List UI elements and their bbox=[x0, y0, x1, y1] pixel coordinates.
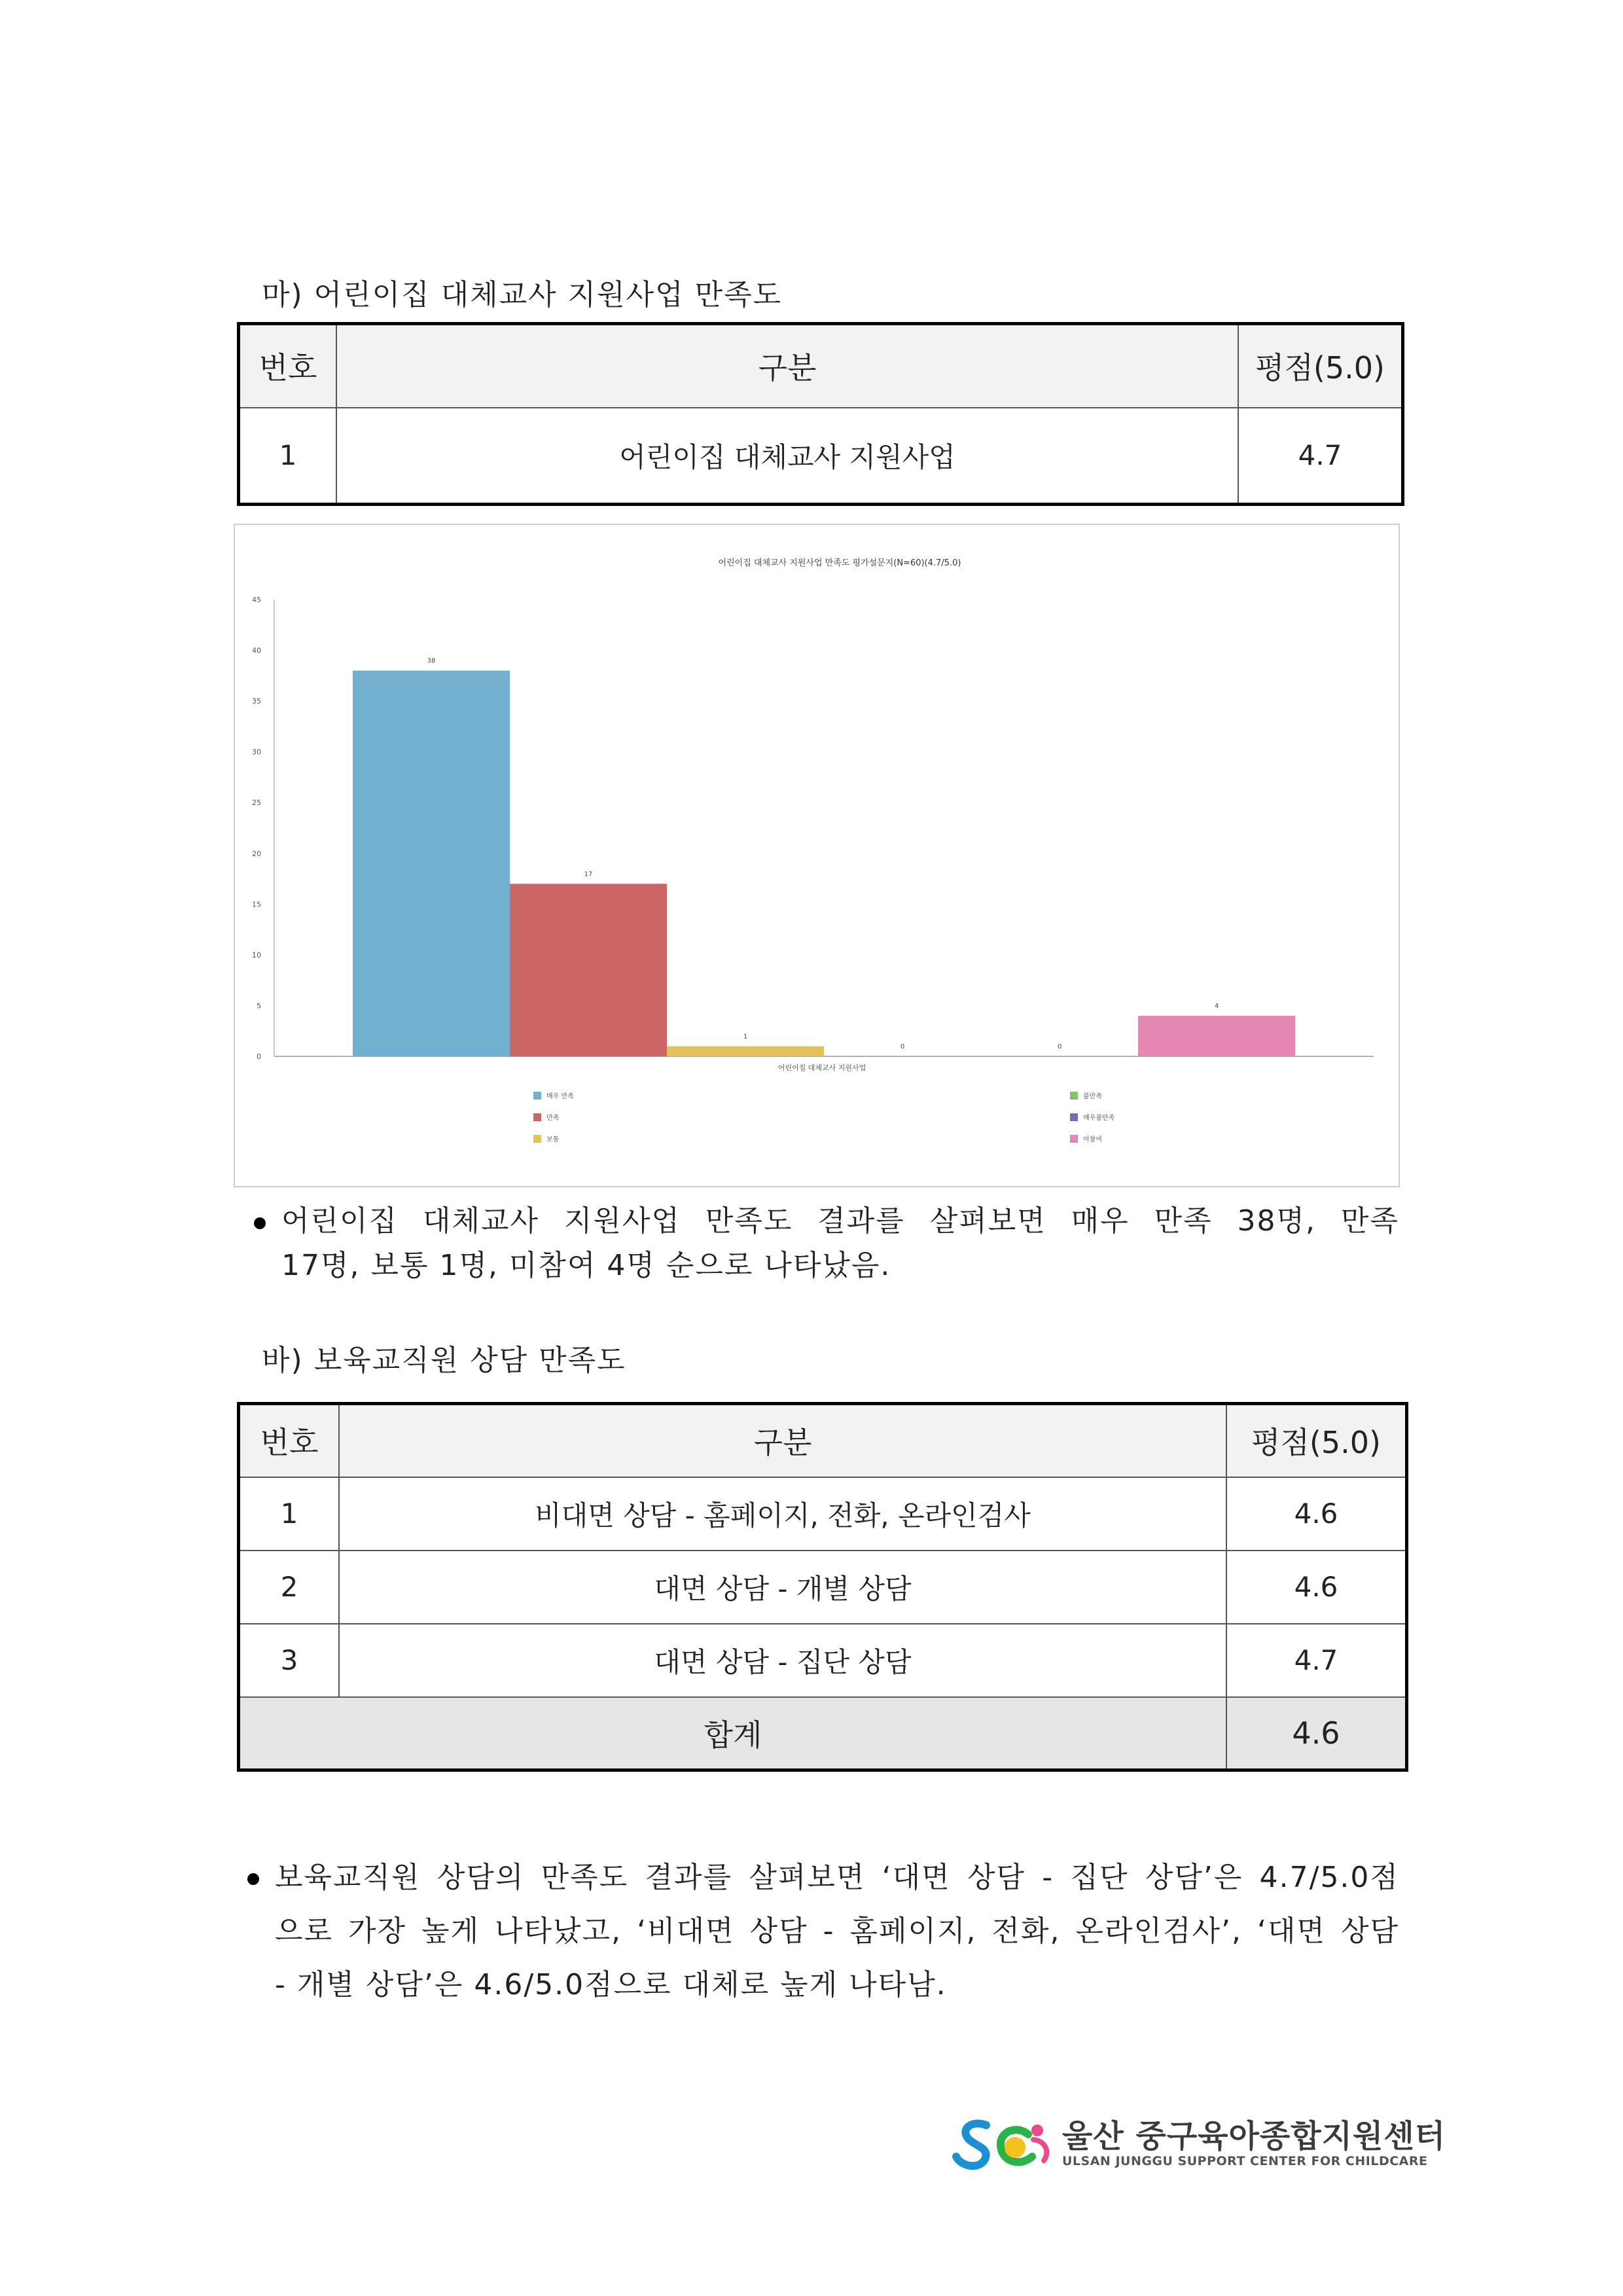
paragraph-word: 살펴보면 bbox=[929, 1204, 1046, 1238]
bullet-dot-icon bbox=[254, 1217, 266, 1229]
paragraph-word: 상담의 bbox=[437, 1861, 525, 1894]
y-tick-label: 10 bbox=[252, 950, 261, 960]
satisfaction-bar-chart bbox=[234, 524, 1400, 1187]
paragraph-word: 결과를 bbox=[817, 1204, 905, 1238]
bullet-dot-icon bbox=[247, 1873, 259, 1885]
data-label: 17 bbox=[584, 870, 593, 878]
row-score: 4.7 bbox=[1226, 1624, 1407, 1697]
paragraph-word: 가장 bbox=[348, 1914, 407, 1948]
legend-swatch bbox=[533, 1092, 541, 1100]
paragraph-word: 어린이집 bbox=[281, 1204, 399, 1238]
paragraph-word: 만족 bbox=[1340, 1204, 1399, 1238]
y-tick-label: 5 bbox=[257, 1001, 261, 1011]
table-header-row bbox=[239, 1404, 1407, 1477]
legend-label: 보통 bbox=[546, 1136, 560, 1143]
paragraph-word: 대체교사 bbox=[422, 1204, 539, 1238]
paragraph-word: 매우 bbox=[1071, 1204, 1130, 1238]
table-row bbox=[239, 1624, 1407, 1697]
chart-legend bbox=[533, 1092, 1115, 1143]
table-row bbox=[239, 1551, 1407, 1624]
paragraph-word: 만족도 bbox=[541, 1861, 629, 1894]
paragraph-word: 상담’은 bbox=[1145, 1861, 1243, 1894]
satisfaction-table-ma bbox=[237, 322, 1404, 506]
row-number: 1 bbox=[239, 1477, 340, 1551]
legend-swatch bbox=[1070, 1135, 1078, 1143]
legend-label: 불만족 bbox=[1083, 1093, 1102, 1100]
paragraph-word: 전화, bbox=[991, 1914, 1061, 1948]
paragraph-word: 상담 bbox=[749, 1914, 808, 1948]
paragraph-line bbox=[275, 1905, 1399, 1958]
bar-1 bbox=[353, 671, 510, 1056]
y-tick-label: 45 bbox=[252, 596, 261, 604]
table-row bbox=[239, 1477, 1407, 1551]
paragraph-word: ‘비대면 bbox=[637, 1914, 735, 1948]
data-label: 1 bbox=[743, 1033, 748, 1041]
paragraph-word: 높게 bbox=[421, 1914, 480, 1948]
summary-paragraph-1 bbox=[281, 1199, 1399, 1288]
paragraph-word: 결과를 bbox=[645, 1861, 733, 1894]
legend-swatch bbox=[1070, 1092, 1078, 1100]
x-category-label: 어린이집 대체교사 지원사업 bbox=[777, 1064, 866, 1072]
satisfaction-table-ba bbox=[237, 1402, 1408, 1772]
y-tick-label: 30 bbox=[252, 747, 261, 757]
col-header-score: 평점(5.0) bbox=[1226, 1404, 1407, 1477]
row-category: 대면 상담 - 개별 상담 bbox=[339, 1551, 1226, 1624]
total-score: 4.6 bbox=[1226, 1697, 1407, 1770]
paragraph-word: 만족도 bbox=[705, 1204, 793, 1238]
paragraph-word: 보육교직원 bbox=[275, 1861, 421, 1894]
paragraph-word: 으로 bbox=[275, 1914, 334, 1948]
col-header-number: 번호 bbox=[239, 1404, 340, 1477]
paragraph-line bbox=[281, 1199, 1399, 1244]
paragraph-line bbox=[275, 1851, 1399, 1905]
paragraph-word: 상담 bbox=[967, 1861, 1026, 1894]
row-category: 어린이집 대체교사 지원사업 bbox=[336, 408, 1238, 505]
center-name: 울산 중구육아종합지원센터 bbox=[1062, 2118, 1446, 2155]
chart-svg bbox=[235, 525, 1399, 1186]
table-header-row bbox=[239, 324, 1403, 408]
y-tick-label: 20 bbox=[252, 849, 261, 858]
paragraph-word: 살펴보면 bbox=[749, 1861, 866, 1894]
row-score: 4.6 bbox=[1226, 1551, 1407, 1624]
data-label: 4 bbox=[1214, 1002, 1219, 1010]
legend-swatch bbox=[1070, 1113, 1078, 1121]
legend-label: 미참여 bbox=[1083, 1136, 1102, 1143]
paragraph-word: 홈페이지, bbox=[849, 1914, 977, 1948]
row-category: 비대면 상담 - 홈페이지, 전화, 온라인검사 bbox=[339, 1477, 1226, 1551]
row-number: 1 bbox=[239, 408, 337, 505]
legend-label: 만족 bbox=[546, 1115, 560, 1122]
legend-label: 매우불만족 bbox=[1083, 1115, 1115, 1122]
center-logo bbox=[952, 2111, 1446, 2176]
col-header-category: 구분 bbox=[339, 1404, 1226, 1477]
chart-title: 어린이집 대체교사 지원사업 만족도 평가설문지(N=60)(4.7/5.0) bbox=[718, 558, 961, 568]
paragraph-word: - bbox=[1042, 1861, 1054, 1894]
total-label: 합계 bbox=[239, 1697, 1227, 1770]
y-tick-label: 40 bbox=[252, 646, 261, 655]
legend-label: 매우 만족 bbox=[546, 1093, 574, 1100]
section-ba-heading: 바) 보육교직원 상담 만족도 bbox=[262, 1344, 626, 1377]
row-category: 대면 상담 - 집단 상담 bbox=[339, 1624, 1226, 1697]
bar-3 bbox=[667, 1046, 824, 1056]
table-row bbox=[239, 408, 1403, 505]
y-tick-label: 35 bbox=[252, 697, 261, 706]
paragraph-word: ‘대면 bbox=[882, 1861, 951, 1894]
data-label: 38 bbox=[427, 657, 436, 665]
paragraph-word: 상담 bbox=[1340, 1914, 1399, 1948]
y-tick-group bbox=[252, 596, 261, 1061]
paragraph-line: 17명, 보통 1명, 미참여 4명 순으로 나타났음. bbox=[281, 1249, 891, 1282]
y-tick-label: 25 bbox=[252, 798, 261, 808]
legend-swatch bbox=[533, 1113, 541, 1121]
paragraph-word: ‘대면 bbox=[1257, 1914, 1326, 1948]
row-number: 2 bbox=[239, 1551, 340, 1624]
row-score: 4.7 bbox=[1238, 408, 1403, 505]
row-number: 3 bbox=[239, 1624, 340, 1697]
bar-2 bbox=[510, 884, 667, 1056]
summary-paragraph-2 bbox=[275, 1851, 1399, 2012]
paragraph-word: 만족 bbox=[1154, 1204, 1213, 1238]
col-header-number: 번호 bbox=[239, 324, 337, 408]
paragraph-word: 4.7/5.0점 bbox=[1259, 1861, 1399, 1894]
col-header-category: 구분 bbox=[336, 324, 1238, 408]
section-ma-heading: 마) 어린이집 대체교사 지원사업 만족도 bbox=[262, 278, 783, 312]
data-label: 0 bbox=[900, 1043, 905, 1050]
center-english-name: ULSAN JUNGGU SUPPORT CENTER FOR CHILDCARE bbox=[1062, 2154, 1428, 2168]
center-emblem-icon bbox=[952, 2111, 1057, 2176]
col-header-score: 평점(5.0) bbox=[1238, 324, 1403, 408]
paragraph-word: - bbox=[823, 1914, 835, 1948]
legend-swatch bbox=[533, 1135, 541, 1143]
y-tick-label: 0 bbox=[257, 1052, 261, 1061]
y-tick-label: 15 bbox=[252, 900, 261, 909]
paragraph-word: 38명, bbox=[1237, 1204, 1316, 1238]
bar-6 bbox=[1138, 1016, 1295, 1056]
paragraph-line: - 개별 상담’은 4.6/5.0점으로 대체로 높게 나타남. bbox=[275, 1968, 947, 2001]
paragraph-word: 온라인검사’, bbox=[1075, 1914, 1242, 1948]
bar-group bbox=[353, 671, 1295, 1056]
paragraph-word: 지원사업 bbox=[563, 1204, 681, 1238]
paragraph-word: 집단 bbox=[1070, 1861, 1129, 1894]
row-score: 4.6 bbox=[1226, 1477, 1407, 1551]
data-label: 0 bbox=[1057, 1043, 1062, 1050]
table-total-row bbox=[239, 1697, 1407, 1770]
paragraph-word: 나타났고, bbox=[495, 1914, 622, 1948]
